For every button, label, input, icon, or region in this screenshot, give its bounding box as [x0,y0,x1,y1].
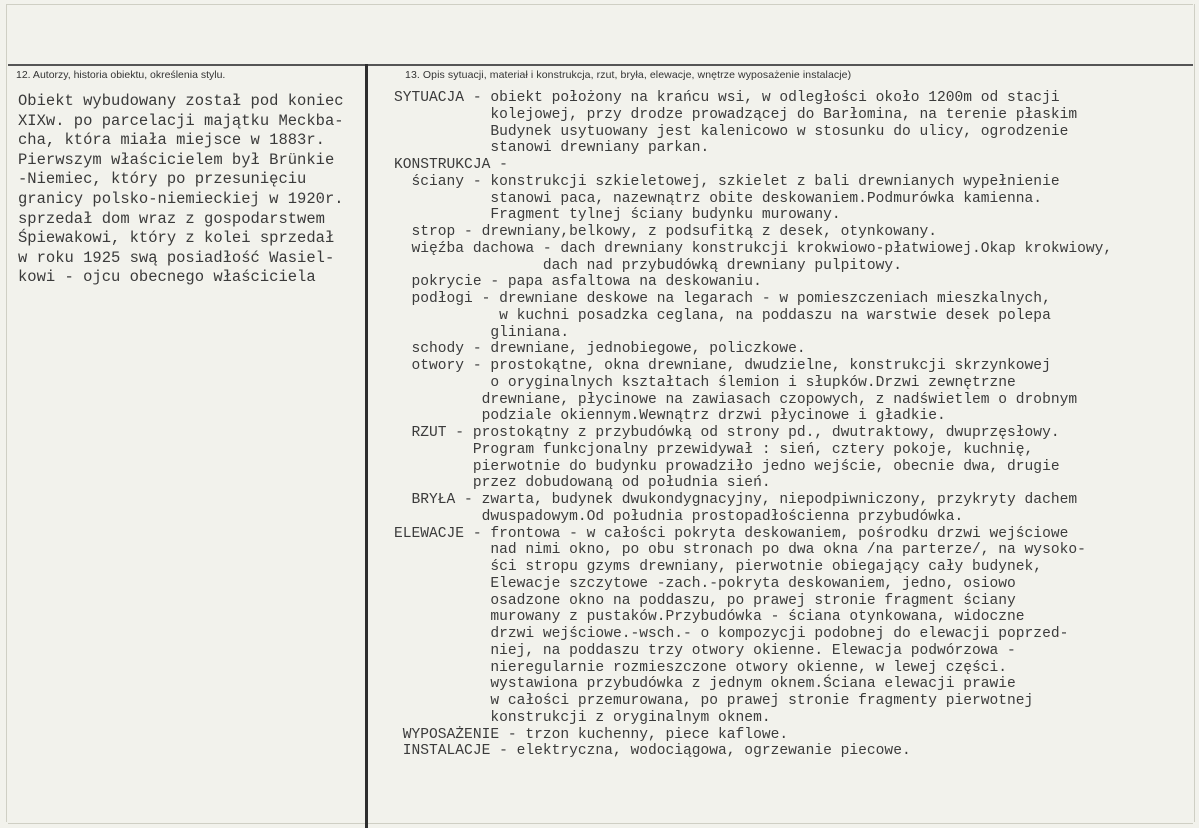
description-text-line: gliniana. [394,324,570,341]
description-text-line: ELEWACJE - frontowa - w całości pokryta deskowaniem, pośrodku drzwi wejściowe [394,525,1069,542]
history-text-line: Śpiewakowi, który z kolei sprzedał [18,229,335,248]
description-text-line: nad nimi okno, po obu stronach po dwa okna /na parterze/, na wysoko- [394,542,1086,559]
description-text-line: Elewacje szczytowe -zach.-pokryta deskowaniem, jedno, osiowo [394,575,1016,592]
description-text-line: wystawiona przybudówka z jednym oknem.Ściana elewacji prawie [394,676,1016,693]
history-text-line: Pierwszym właścicielem był Brünkie [18,150,335,169]
history-text-line: -Niemiec, który po przesunięciu [18,170,307,189]
description-text-line: drzwi wejściowe.-wsch.- o kompozycji podobnej do elewacji poprzed- [394,626,1069,642]
description-text-line: konstrukcji z oryginalnym oknem. [394,709,771,726]
description-text-line: w całości przemurowana, po prawej stronie fragmenty pierwotnej [394,693,1034,709]
sheet-top-edge [6,4,1193,5]
history-text-line: XIXw. po parcelacji majątku Meckba- [18,111,344,130]
sheet-bottom-edge [8,823,1193,824]
history-text-line: Obiekt wybudowany został pod koniec [18,92,344,110]
description-text-line: o oryginalnych kształtach ślemion i słupków.Drzwi zewnętrzne [394,374,1016,391]
description-text-line: kolejowej, przy drodze prowadzącej do Barłomina, na terenie płaskim [394,106,1078,123]
description-text-line: więźba dachowa - dach drewniany konstrukcji krokwiowo-płatwiowej.Okap krokwiowy, [394,240,1113,257]
description-text-line: Budynek usytuowany jest kalenicowo w stosunku do ulicy, ogrodzenie [394,123,1069,140]
sheet-left-edge [6,4,7,822]
description-text-line: drewniane, płycinowe na zawiasach czopowych, z nadświetlem o drobnym [394,391,1078,408]
section-12-header: 12. Autorzy, historia obiektu, określenia stylu. [16,69,226,81]
description-text-line: podziale okiennym.Wewnątrz drzwi płycinowe i gładkie. [394,408,946,425]
description-text-line: nieregularnie rozmieszczone otwory okienne, w lewej części. [394,659,1008,676]
description-text-line: pierwotnie do budynku prowadziło jedno wejście, obecnie dwa, drugie [394,458,1060,475]
description-text-line: dach nad przybudówką drewniany pulpitowy. [394,257,902,274]
description-text-line: KONSTRUKCJA - [394,157,508,173]
form-header-rule [8,64,1193,66]
history-text-line: granicy polsko-niemieckiej w 1920r. [18,189,344,208]
description-text-line: SYTUACJA - obiekt położony na krańcu wsi, w odległości około 1200m od stacji [394,90,1060,106]
description-text-line: RZUT - prostokątny z przybudówką od strony pd., dwutraktowy, dwuprzęsłowy. [394,425,1060,441]
history-text-line: kowi - ojcu obecnego właściciela [18,268,316,287]
history-text-line: cha, która miała miejsce w 1883r. [18,131,325,150]
description-text-line: INSTALACJE - elektryczna, wodociągowa, ogrzewanie piecowe. [394,743,911,760]
description-text-line: przez dobudowaną od południa sień. [394,475,771,492]
description-text-line: BRYŁA - zwarta, budynek dwukondygnacyjny, niepodpiwniczony, przykryty dachem [394,492,1078,508]
description-text-line: WYPOSAŻENIE - trzon kuchenny, piece kaflowe. [394,726,789,743]
description-text-line: pokrycie - papa asfaltowa na deskowaniu. [394,274,762,291]
description-text-line: ściany - konstrukcji szkieletowej, szkielet z bali drewnianych wypełnienie [394,173,1060,190]
description-text-line: otwory - prostokątne, okna drewniane, dwudzielne, konstrukcji skrzynkowej [394,358,1051,374]
history-text-line: w roku 1925 swą posiadłość Wasiel- [18,248,335,267]
description-text-line: stanowi drewniany parkan. [394,140,710,157]
description-text-line: schody - drewniane, jednobiegowe, policzkowe. [394,341,806,358]
section-13-header: 13. Opis sytuacji, materiał i konstrukcja, rzut, bryła, elewacje, wnętrze wyposażenie instalacje) [405,69,852,81]
description-text-line: dwuspadowym.Od południa prostopadłościenna przybudówka. [394,508,964,525]
description-text-line: w kuchni posadzka ceglana, na poddaszu na warstwie desek polepa [394,307,1051,324]
description-text-line: strop - drewniany,belkowy, z podsufitką z desek, otynkowany. [394,224,937,240]
description-text-block [394,90,1184,760]
description-text-line: ści stropu gzyms drewniany, pierwotnie obiegający cały budynek, [394,559,1043,575]
history-text-line: sprzedał dom wraz z gospodarstwem [18,209,325,228]
description-text-line: podłogi - drewniane deskowe na legarach - w pomieszczeniach mieszkalnych, [394,291,1051,307]
history-text-block [18,92,368,288]
description-text-line: osadzone okno na poddaszu, po prawej stronie fragment ściany [394,592,1016,609]
description-text-line: Fragment tylnej ściany budynku murowany. [394,207,841,224]
description-text-line: Program funkcjonalny przewidywał : sień, cztery pokoje, kuchnię, [394,441,1034,458]
description-text-line: murowany z pustaków.Przybudówka - ściana otynkowana, widoczne [394,609,1025,626]
sheet-right-edge [1194,4,1195,822]
description-text-line: niej, na poddaszu trzy otwory okienne. Elewacja podwórzowa - [394,642,1016,659]
description-text-line: stanowi paca, nazewnątrz obite deskowaniem.Podmurówka kamienna. [394,190,1043,207]
